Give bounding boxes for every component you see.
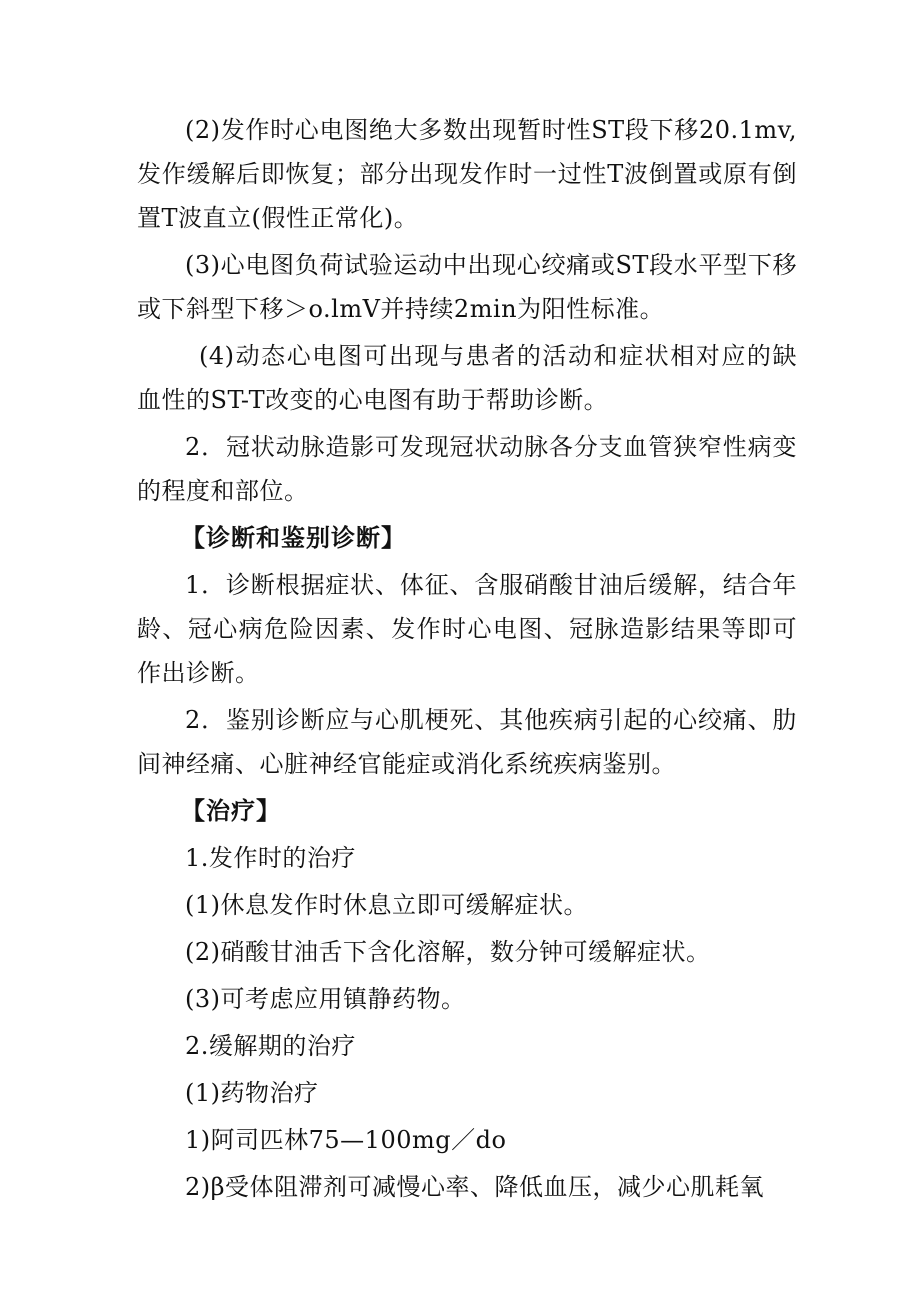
list-item: 1)阿司匹林75—100mg／do	[185, 1126, 507, 1154]
list-item: (3)可考虑应用镇静药物。	[185, 985, 466, 1013]
paragraph-ecg-episode: (2)发作时心电图绝大多数出现暂时性ST段下移20.1mv,发作缓解后即恢复；部分出现发作时一过性T波倒置或原有倒置T波直立(假性正常化)。	[137, 116, 797, 232]
paragraph-diagnosis: 1．诊断根据症状、体征、含服硝酸甘油后缓解，结合年龄、冠心病危险因素、发作时心电图、冠脉造影结果等即可作出诊断。	[137, 571, 797, 687]
paragraph-holter-ecg: (4)动态心电图可出现与患者的活动和症状相对应的缺血性的ST-T改变的心电图有助于帮助诊断。	[137, 342, 797, 414]
list-item: (2)硝酸甘油舌下含化溶解，数分钟可缓解症状。	[185, 938, 711, 966]
paragraph-coronary-angiography: 2．冠状动脉造影可发现冠状动脉各分支血管狭窄性病变的程度和部位。	[137, 433, 797, 505]
list-item: (1)药物治疗	[185, 1079, 319, 1107]
section-heading-diagnosis: 【诊断和鉴别诊断】	[181, 524, 406, 552]
list-item: 2.缓解期的治疗	[185, 1032, 356, 1060]
list-item: (1)休息发作时休息立即可缓解症状。	[185, 891, 588, 919]
list-item: 1.发作时的治疗	[185, 844, 356, 872]
paragraph-differential-diagnosis: 2．鉴别诊断应与心肌梗死、其他疾病引起的心绞痛、肋间神经痛、心脏神经官能症或消化系统疾病鉴别。	[137, 706, 797, 778]
list-item: 2)β受体阻滞剂可减慢心率、降低血压，减少心肌耗氧	[185, 1173, 765, 1201]
document-body	[137, 108, 797, 1212]
section-heading-treatment: 【治疗】	[181, 797, 281, 825]
paragraph-stress-test: (3)心电图负荷试验运动中出现心绞痛或ST段水平型下移或下斜型下移＞o.lmV并持续2min为阳性标准。	[137, 251, 797, 323]
